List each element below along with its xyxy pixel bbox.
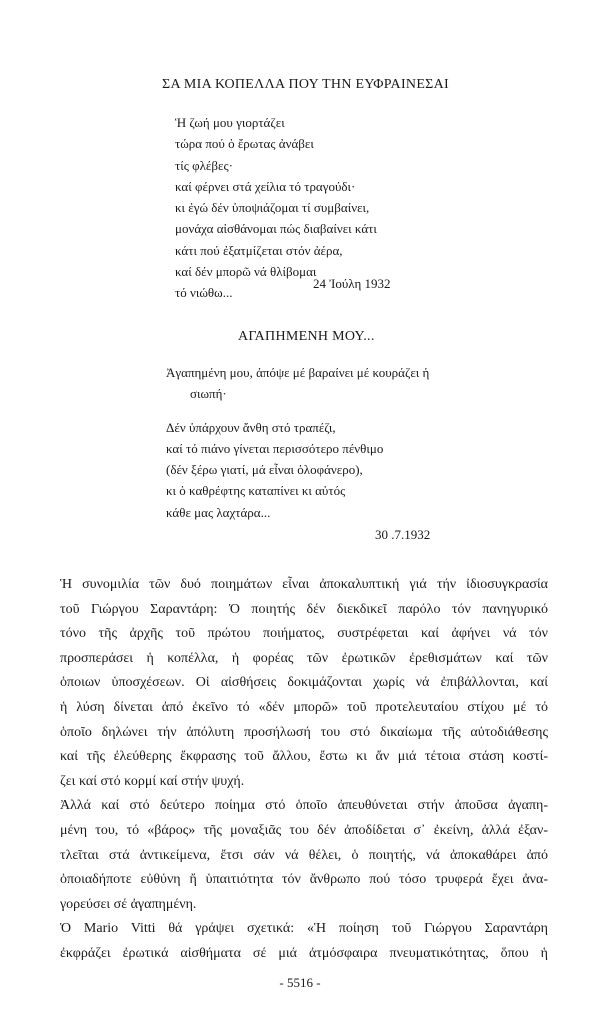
poem1-date: 24 Ἰούλη 1932 — [313, 276, 391, 291]
prose-line: μένη του, τό «βάρος» τῆς μοναξιᾶς του δέν ἀποδίδεται σ᾽ ἐκείνη, ἀλλά ἐξαν- — [60, 822, 548, 838]
poem2-line: κι ὁ καθρέφτης καταπίνει κι αὐτός — [166, 483, 346, 499]
poem1-line: καί φέρνει στά χείλια τό τραγούδι· — [175, 178, 356, 194]
page-number: - 5516 - — [279, 975, 321, 990]
poem1-line: τό νιώθω... — [175, 285, 233, 301]
prose-line: ἡ λύση δίνεται ἀπό ἐκεῖνο τό «δέν μπορῶ» τοῦ προτελευταίου στίχου μέ τό — [60, 699, 548, 715]
poem1-line: μονάχα αἰσθάνομαι πώς διαβαίνει κάτι — [175, 221, 377, 237]
poem1-line: τώρα πού ὁ ἔρωτας ἀνάβει — [175, 136, 314, 152]
prose-line: ὁποιαδήποτε εὐθύνη ἤ ὑπαιτιότητα τόν ἄνθρωπο πού τόσο τρυφερά ἔχει ἀνα- — [60, 872, 548, 888]
poem2-date: 30 .7.1932 — [375, 527, 431, 542]
prose-line: τλεῖται στά ἀντικείμενα, ἔτσι σάν νά θέλει, ὁ ποιητής, νά ἀποκαθάρει ἀπό — [60, 847, 548, 863]
prose-line: Ἀλλά καί στό δεύτερο ποίημα στό ὁποῖο ἀπευθύνεται στήν ἀποῦσα ἀγαπη- — [60, 798, 548, 814]
poem2-line: καί τό πιάνο γίνεται περισσότερο πένθιμο — [166, 440, 384, 456]
prose-line: Ὁ Mario Vitti θά γράψει σχετικά: «Ἡ ποίηση τοῦ Γιώργου Σαραντάρη — [60, 921, 548, 937]
prose-line: καί τῆς ἐλεύθερης ἔκφρασης τοῦ ἄλλου, ἔστω κι ἄν μιά τέτοια στάση κοστί- — [60, 749, 548, 765]
prose-line: ὁποῖο δηλώνει τήν ἀπόλυτη προσήλωσή του στό δικαίωμα τῆς αὐτοδιάθεσης — [60, 724, 548, 740]
poem2-line: Δέν ὑπάρχουν ἄνθη στό τραπέζι, — [166, 419, 336, 435]
prose-line: ὁποιων ὑποσχέσεων. Οἱ αἰσθήσεις δοκιμάζονται χωρίς νά ἐπιβάλλονται, καί — [60, 675, 548, 691]
prose-line: τοῦ Γιώργου Σαραντάρη: Ὁ ποιητής δέν διεκδικεῖ παρόλο τόν πανηγυρικό — [60, 601, 548, 617]
poem1-line: τίς φλέβες· — [175, 157, 233, 173]
prose-line: τόνο τῆς ἀρχῆς τοῦ πρώτου ποιήματος, συστρέφεται καί ἀφήνει νά τόν — [60, 626, 548, 642]
prose-line: ἐκφράζει ἐρωτικά αἰσθήματα σέ μιά ἀτμόσφαιρα πνευματικότητας, ὅπου ἡ — [60, 945, 548, 961]
prose-line: Ἡ συνομιλία τῶν δυό ποιημάτων εἶναι ἀποκαλυπτική γιά τήν ἰδιοσυγκρασία — [60, 577, 548, 592]
poem2-line: κάθε μας λαχτάρα... — [166, 504, 271, 520]
prose-line: προσπεράσει ἡ κοπέλλα, ἡ φορέας τῶν ἐρωτικῶν ἐρεθισμάτων καί τῶν — [60, 650, 548, 666]
poem1-line: καί δέν μπορῶ νά θλίβομαι — [175, 264, 317, 280]
poem2-line: Ἀγαπημένη μου, ἀπόψε μέ βαραίνει μέ κουράζει ἡ — [166, 365, 430, 380]
poem2-line: σιωπή· — [190, 386, 227, 402]
poem1-line: κάτι πού ἐξατμίζεται στόν ἀέρα, — [175, 242, 343, 258]
commentary-text — [60, 573, 548, 967]
poem1-line: Ἡ ζωή μου γιορτάζει — [175, 115, 285, 130]
poem1-line: κι ἐγώ δέν ὑποψιάζομαι τί συμβαίνει, — [175, 200, 370, 216]
poem2-body — [166, 362, 429, 523]
prose-line: γορεύσει σέ ἀγαπημένη. — [60, 896, 197, 912]
prose-line: ζει καί στό κορμί καί στήν ψυχή. — [60, 773, 245, 789]
poem1-body — [175, 112, 377, 304]
poem2-line: (δέν ξέρω γιατί, μά εἶναι ὁλοφάνερο), — [166, 462, 363, 478]
poem1-title: ΣΑ ΜΙΑ ΚΟΠΕΛΛΑ ΠΟΥ ΤΗΝ ΕΥΦΡΑΙΝΕΣΑΙ — [162, 77, 450, 92]
poem2-title: ΑΓΑΠΗΜΕΝΗ ΜΟΥ... — [238, 329, 375, 344]
stanza-break — [166, 405, 429, 417]
